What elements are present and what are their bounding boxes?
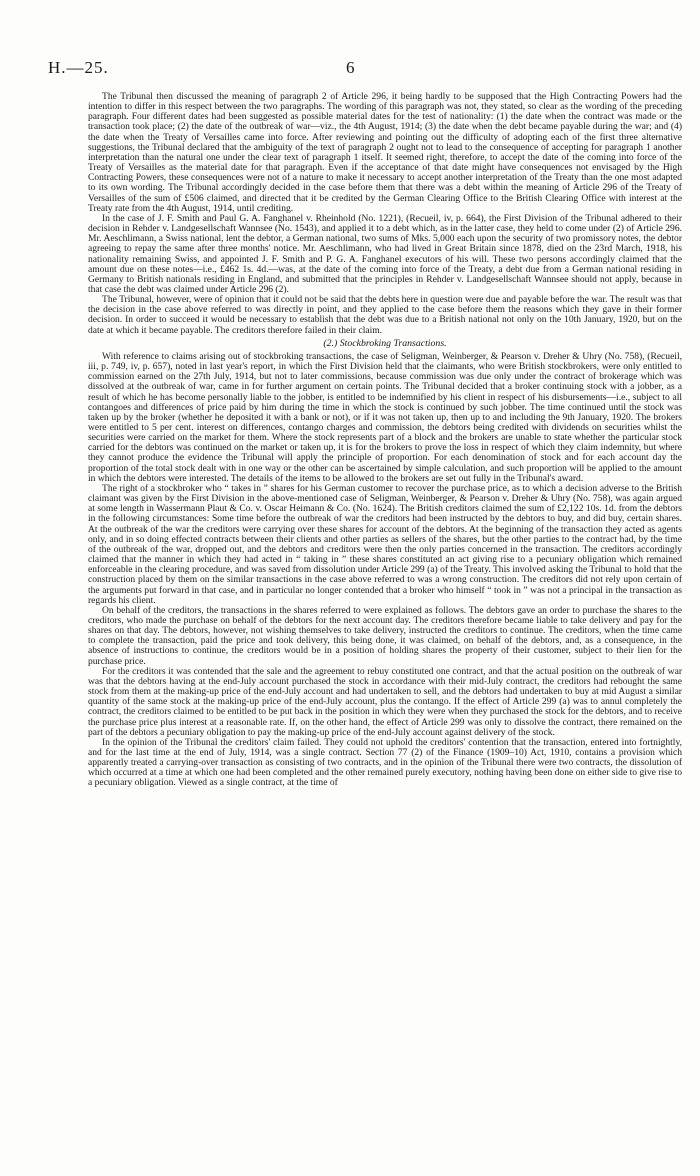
section-heading: (2.) Stockbroking Transactions. bbox=[323, 337, 447, 349]
page-number: 6 bbox=[346, 58, 355, 77]
paragraph: For the creditors it was contended that the sale and the agreement to rebuy constituted one contract, and that the actual position on the outbreak of war was that the debtors having at the end-July account purchased the stock in accordance with their mid-July contract, the creditors had rebought the same stock from them at the making-up price of the end-July account and had undertaken to sell, and the debtors had undertaken to buy at mid August a similar quantity of the same stock at the making-up price of the end-July account, plus the contango. If the effect of Article 299 (a) was to annul completely the contract, the creditors claimed to be entitled to be put back in the position in which they were when they purchased the stock for the debtors, and to receive the purchase price plus interest at a reasonable rate. If, on the other hand, the effect of Article 299 was only to dissolve the contract, there remained on the part of the debtors a pecuniary obligation to pay the making-up price of the end-July account against delivery of the stock. bbox=[88, 665, 682, 738]
document-body bbox=[88, 92, 682, 789]
paragraph: With reference to claims arising out of stockbroking transactions, the case of Seligman, Weinberger, & Pearson v. Dreher & Uhry (No. 758), (Recueil, iii, p. 749, iv, p. 657), noted in last year's report, in which the First Division held that the claimants, who were British stockbrokers, were only entitled to commission earned on the 27th July, 1914, but not to later commissions, because commission was due only under the contract of brokerage which was dissolved at the outbreak of war, came in for further argument on certain points. The Tribunal decided that a broker continuing stock with a jobber, as a result of which he has become personally liable to the jobber, is entitled to be indemnified by his client in respect of his disbursements—i.e., subject to all contangoes and differences of price paid by him during the time in which the stock is continued by such jobber. The time continued until the stock was taken up by the broker (whether he deposited it with a bank or not), or if it was not taken up, then up to and including the 9th January, 1920. The brokers were entitled to 5 per cent. interest on differences, contango charges and commission, the debtors being credited with dividends on securities whilst the securities were carried on the market for them. Where the stock represents part of a block and the brokers are unable to state whether the particular stock carried for the debtors was continued on the market or taken up, it is for the brokers to prove the loss in respect of which they claim indemnity, but where they cannot produce the evidence the Tribunal will apply the principle of proportion. For each denomination of stock and for each account day the proportion of the total stock dealt with in one way or the other can be ascertained by simple calculation, and such proportion will be applied to the amount in which the debtors were interested. The details of the items to be allowed to the brokers are set out fully in the Tribunal's award. bbox=[88, 350, 682, 484]
paragraph: The right of a stockbroker who “ takes in ” shares for his German customer to recover the purchase price, as to which a decision adverse to the British claimant was given by the First Division in the above-mentioned case of Seligman, Weinberger, & Pearson v. Dreher & Uhry (No. 758), was again argued at some length in Wassermann Plaut & Co. v. Oscar Heimann & Co. (No. 1624). The British creditors claimed the sum of £2,122 10s. 1d. from the debtors in the following circumstances: Some time before the outbreak of war the creditors had been instructed by the debtors to buy, and did buy, certain shares. At the outbreak of the war the creditors were carrying over these shares for account of the debtors. At the beginning of the transaction they acted as agents only, and in so doing effected contracts between their clients and other parties as sellers of the shares, but the other parties to the contract had, by the time of the outbreak of the war, dropped out, and the debtors and creditors were then the only parties concerned in the transaction. The creditors accordingly claimed that the manner in which they had acted in “ taking in ” these shares constituted an act giving rise to a pecuniary obligation which remained enforceable in the clearing procedure, and was saved from dissolution under Article 299 (a) of the Treaty. This involved asking the Tribunal to hold that the construction placed by them on the similar transactions in the case above referred to was a wrong construction. The creditors did not rely upon certain of the arguments put forward in that case, and in particular no longer contended that a broker who himself “ took in ” was not a principal in the transaction as regards his client. bbox=[88, 482, 682, 606]
paragraph: In the case of J. F. Smith and Paul G. A. Fanghanel v. Rheinhold (No. 1221), (Recueil, iv, p. 664), the First Division of the Tribunal adhered to their decision in Rehder v. Landgesellschaft Wannsee (No. 1543), and applied it to a debt which, as in the latter case, they held to come under (2) of Article 296. Mr. Aeschlimann, a Swiss national, lent the debtor, a German national, two sums of Mks. 5,000 each upon the security of two promissory notes, the debtor agreeing to repay the same after three months' notice. Mr. Aeschlimann, who had lived in Great Britain since 1878, died on the 23rd March, 1918, his nationality remaining Swiss, and appointed J. F. Smith and P. G. A. Fanghanel executors of his will. These two persons accordingly claimed that the amount due on these notes—i.e., £462 1s. 4d.—was, at the date of the coming into force of the Treaty, a debt due from a German national residing in Germany to British nationals residing in England, and submitted that the principles in Rehder v. Landgesellschaft Wannsee should not apply, because in that case the debt was claimed under Article 296 (2). bbox=[88, 212, 682, 295]
document-reference: H.—25. bbox=[48, 58, 109, 77]
paragraph: On behalf of the creditors, the transactions in the shares referred to were explained as follows. The debtors gave an order to purchase the shares to the creditors, who made the purchase on behalf of the debtors for the next account day. The creditors therefore became liable to take delivery and pay for the shares on that day. The debtors, however, not wishing themselves to take delivery, instructed the creditors to continue. The creditors, when the time came to complete the transaction, paid the price and took delivery, this being done, it was claimed, on behalf of the debtors, and, as a consequence, in the absence of instructions to continue, the creditors would be in a position of holding shares the property of their customer, subject to their lien for the purchase price. bbox=[88, 604, 682, 667]
paragraph: The Tribunal, however, were of opinion that it could not be said that the debts here in question were due and payable before the war. The result was that the decision in the case above referred to was directly in point, and they applied to the case before them the reasons which they gave in their former decision. In order to succeed it would be necessary to establish that the debt was due to a British national not only on the 10th January, 1920, but on the date at which it became payable. The creditors therefore failed in their claim. bbox=[88, 294, 682, 336]
paragraph: In the opinion of the Tribunal the creditors' claim failed. They could not uphold the creditors' contention that the transaction, entered into fortnightly, and for the last time at the end of July, 1914, was a single contract. Section 77 (2) of the Finance (1909–10) Act, 1910, contains a provision which apparently treated a carrying-over transaction as consisting of two contracts, and in the opinion of the Tribunal there were two contracts, the dissolution of which occurred at a time at which one had been completed and the other remained purely executory, nothing having been done on either side to give rise to a pecuniary obligation. Viewed as a single contract, at the time of bbox=[88, 736, 682, 789]
paragraph: The Tribunal then discussed the meaning of paragraph 2 of Article 296, it being hardly to be supposed that the High Contracting Powers had the intention to differ in this respect between the two paragraphs. The wording of this paragraph was not, they stated, so clear as the wording of the preceding paragraph. Four different dates had been suggested as possible material dates for the test of nationality: (1) the date when the contract was made or the transaction took place; (2) the date of the outbreak of war—viz., the 4th August, 1914; (3) the date when the debt became payable during the war; and (4) the date when the Treaty of Versailles came into force. After reviewing and pointing out the difficulty of adopting each of the first three alternative suggestions, the Tribunal declared that the ambiguity of the text of paragraph 2 ought not to lead to the consequence of accepting for paragraph 1 another interpretation than the natural one under the clear text of paragraph 1 itself. It seemed right, therefore, to accept the date of the coming into force of the Treaty of Versailles as the material date for that paragraph. Even if the acceptance of that date might have consequences not envisaged by the High Contracting Powers, these consequences were not of a nature to make it necessary to accept another interpretation of the Treaty than the one most adapted to its own wording. The Tribunal accordingly decided in the case before them that there was a debt within the meaning of Article 296 of the Treaty of Versailles of the sum of £506 claimed, and directed that it be credited by the German Clearing Office to the British Clearing Office with interest at the Treaty rate from the 4th August, 1914, until crediting. bbox=[88, 91, 682, 214]
